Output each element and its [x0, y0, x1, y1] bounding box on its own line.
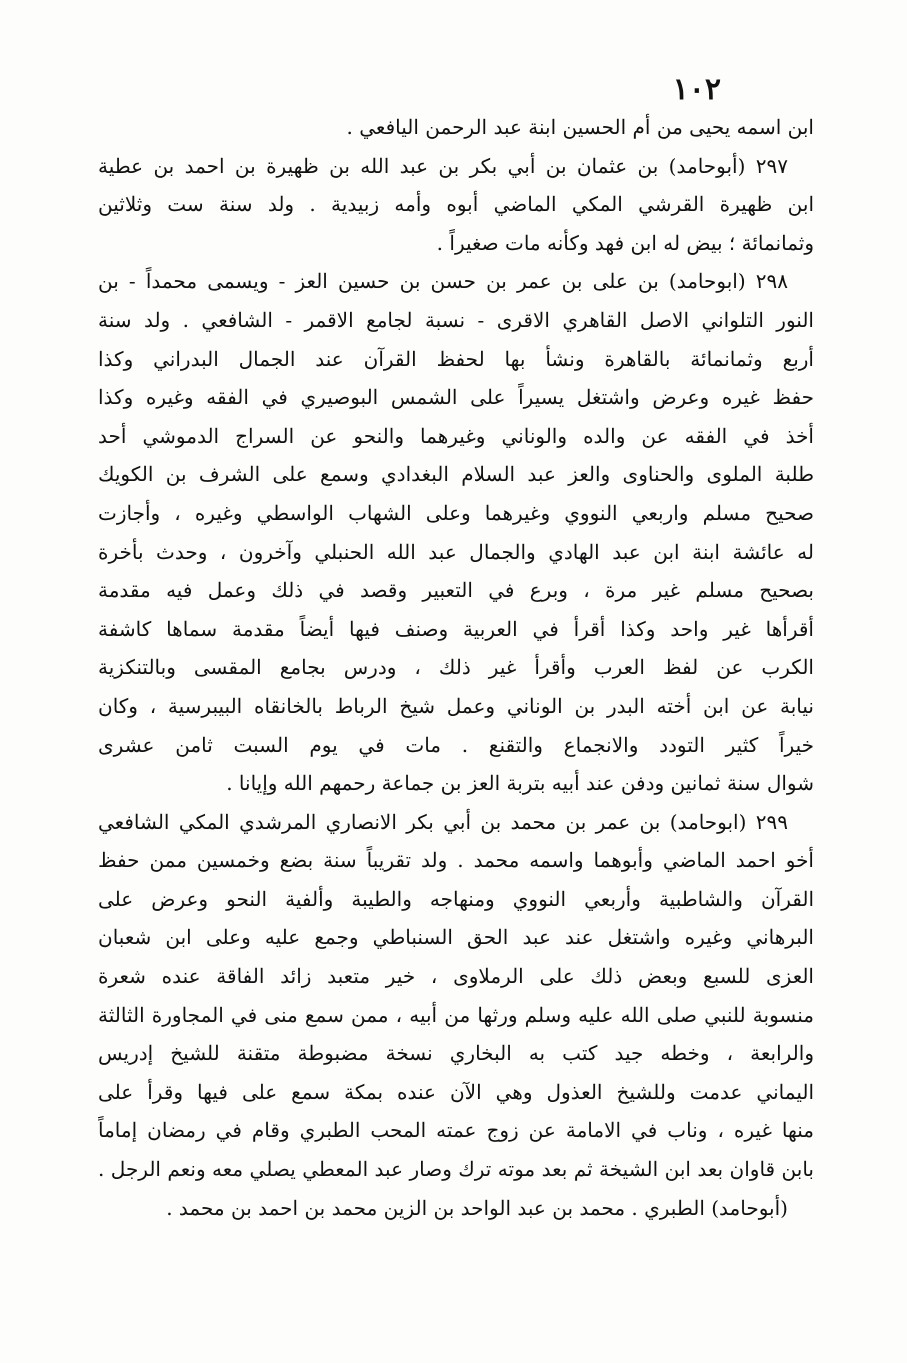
text-line: منها غيره ، وناب في الامامة عن زوج عمته المحب الطبري وقام في رمضان إماماً [98, 1118, 814, 1143]
text-body [98, 108, 814, 1227]
text-line: ٢٩٧ (أبوحامد) بن عثمان بن أبي بكر بن عبد الله بن ظهيرة بن احمد بن عطية [98, 153, 789, 178]
text-line: ٢٩٨ (ابوحامد) بن على بن عمر بن حسن بن حسين العز - ويسمى محمداً - بن [98, 269, 788, 294]
text-line: نيابة عن ابن أخته البدر بن الوناني وعمل شيخ الرباط بالخانقاه البيبرسية ، وكان [98, 693, 814, 718]
text-line: بصحيح مسلم غير مرة ، وبرع في التعبير وقصد في ذلك وعمل فيه مقدمة [98, 578, 814, 603]
text-line: أقرأها غير واحد وكذا أقرأ في العربية وصنف فيها أيضاً مقدمة سماها كاشفة [98, 616, 814, 641]
text-line: (أبوحامد) الطبري . محمد بن عبد الواحد بن الزين محمد بن احمد بن محمد . [166, 1195, 788, 1220]
text-line: النور التلواني الاصل القاهري الاقرى - نسبة لجامع الاقمر - الشافعي . ولد سنة [98, 307, 814, 332]
text-line: منسوبة للنبي صلى الله عليه وسلم ورثها من أبيه ، ممن سمع منى في المجاورة الثالثة [98, 1002, 814, 1027]
text-line: القرآن والشاطبية وأربعي النووي ومنهاجه والطيبة وألفية النحو وعرض على [98, 886, 814, 911]
text-line: شوال سنة ثمانين ودفن عند أبيه بتربة العز بن جماعة رحمهم الله وإيانا . [226, 771, 814, 796]
text-line: ابن اسمه يحيى من أم الحسين ابنة عبد الرحمن اليافعي . [346, 115, 814, 139]
text-line: أخذ في الفقه عن والده والوناني وغيرهما والنحو عن السراج الدموشي أحد [98, 423, 814, 448]
text-line: البرهاني وغيره واشتغل عند عبد الحق السنباطي وجمع عليه وعلى ابن شعبان [98, 925, 814, 950]
text-line: وثمانمائة ؛ بيض له ابن فهد وكأنه مات صغيراً . [436, 230, 814, 255]
text-line: خيراً كثير التودد والانجماع والتقنع . مات في يوم السبت ثامن عشرى [98, 732, 814, 757]
text-line: أربع وثمانمائة بالقاهرة ونشأ بها لحفظ القرآن عند الجمال البدراني وكذا [98, 346, 814, 371]
text-line: الكرب عن لفظ العرب وأقرأ غير ذلك ، ودرس بجامع المقسى وبالتنكزية [98, 655, 814, 680]
text-line: أخو احمد الماضي وأبوهما واسمه محمد . ولد تقريباً سنة بضع وخمسين ممن حفظ [98, 848, 814, 873]
text-line: ٢٩٩ (ابوحامد) بن عمر بن محمد بن أبي بكر الانصاري المرشدي المكي الشافعي [98, 809, 788, 834]
text-line: صحيح مسلم واربعي النووي وغيرهما وعلى الشهاب الواسطي وغيره ، وأجازت [98, 500, 814, 525]
text-line: حفظ غيره وعرض واشتغل يسيراً على الشمس البوصيري في الفقه وغيره وكذا [98, 385, 814, 410]
text-line: ابن ظهيرة القرشي المكي الماضي أبوه وأمه زبيدية . ولد سنة ست وثلاثين [98, 192, 814, 217]
text-line: بابن قاوان بعد ابن الشيخة ثم بعد موته ترك وصار عبد المعطي يصلي معه ونعم الرجل . [98, 1157, 814, 1182]
text-line: له عائشة ابنة ابن عبد الهادي والجمال عبد الله الحنبلي وآخرون ، وحدث بأخرة [98, 539, 814, 564]
text-line: طلبة الملوى والحناوى والعز عبد السلام البغدادي وسمع على الشرف بن الكويك [98, 462, 814, 487]
page-number: ١٠٢ [672, 72, 721, 107]
text-line: اليماني عدمت وللشيخ العذول وهي الآن عنده بمكة سمع على فيها وقرأ على [98, 1079, 814, 1104]
text-line: والرابعة ، وخطه جيد كتب به البخاري نسخة مضبوطة متقنة للشيخ إدريس [98, 1041, 814, 1066]
text-line: العزى للسبع وبعض ذلك على الرملاوى ، خير متعبد زائد الفاقة عنده شعرة [98, 964, 814, 989]
